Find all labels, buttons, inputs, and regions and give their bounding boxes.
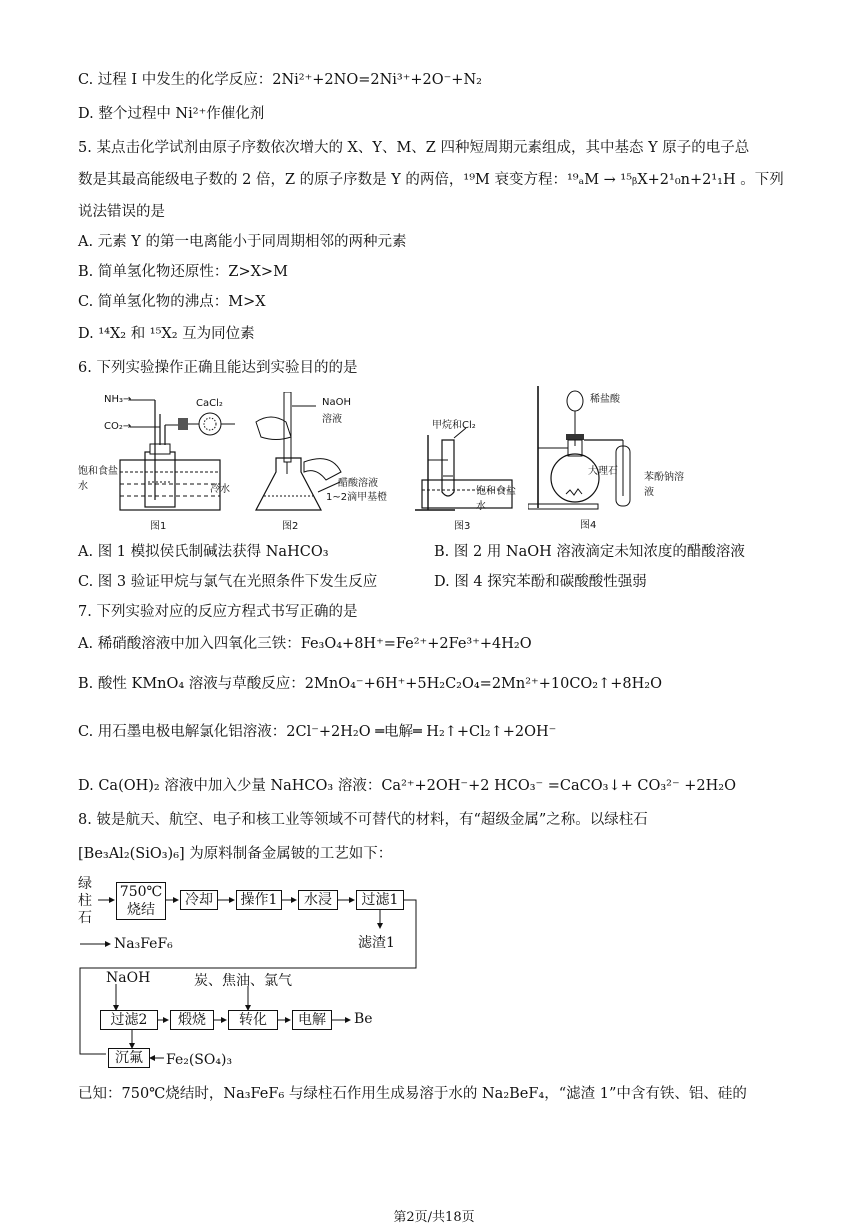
q5-option-b: B. 简单氢化物还原性：Z>X>M: [78, 264, 288, 280]
q7-option-b: B. 酸性 KMnO₄ 溶液与草酸反应：2MnO₄⁻+6H⁺+5H₂C₂O₄=2Mn²⁺+10CO₂↑+8H₂O: [78, 676, 662, 692]
q5-option-a: A. 元素 Y 的第一电离能小于同周期相邻的两种元素: [78, 234, 407, 250]
q6-option-b: B. 图 2 用 NaOH 溶液滴定未知浓度的醋酸溶液: [434, 544, 745, 560]
q5-stem-1: 5. 某点击化学试剂由原子序数依次增大的 X、Y、M、Z 四种短周期元素组成，其中基态 Y 原子的电子总: [78, 140, 750, 156]
fig2-caption: 图2: [282, 521, 299, 532]
q4-option-c: C. 过程 I 中发生的化学反应：2Ni²⁺+2NO=2Ni³⁺+2O⁻+N₂: [78, 72, 482, 88]
q7-option-a: A. 稀硝酸溶液中加入四氧化三铁：Fe₃O₄+8H⁺=Fe²⁺+2Fe³⁺+4H₂O: [78, 636, 532, 652]
fig1-cacl2-label: CaCl₂: [196, 398, 223, 409]
figure-4: [528, 386, 688, 532]
flow-leach-step: 水浸: [298, 890, 338, 910]
fig1-brine-label: 饱和食盐水: [78, 466, 118, 492]
q4-option-d: D. 整个过程中 Ni²⁺作催化剂: [78, 106, 265, 122]
flow-op1-step: 操作1: [236, 890, 282, 910]
q5-stem-3: 说法错误的是: [78, 204, 165, 220]
fig1-caption: 图1: [150, 521, 167, 532]
flow-ore: 绿柱石: [78, 876, 92, 926]
q6-option-a: A. 图 1 模拟侯氏制碱法获得 NaHCO₃: [78, 544, 329, 560]
q6-option-d: D. 图 4 探究苯酚和碳酸酸性强弱: [434, 574, 647, 590]
fig2-naoh-label: NaOH: [322, 397, 351, 408]
q8-stem-1: 8. 铍是航天、航空、电子和核工业等领域不可替代的材料，有“超级金属”之称。以绿柱石: [78, 812, 648, 828]
flow-calcine-step: 煅烧: [170, 1010, 214, 1030]
flow-sinter-step: 750℃烧结: [116, 882, 166, 920]
fig3-gas-label: 甲烷和Cl₂: [432, 420, 476, 431]
figure-1: [78, 390, 250, 532]
flow-fe2so43: Fe₂(SO₄)₃: [166, 1052, 233, 1068]
flow-residue1: 滤渣1: [358, 935, 395, 951]
flow-na3fef6: Na₃FeF₆: [114, 936, 173, 952]
fig4-caption: 图4: [580, 520, 597, 531]
q5-option-d: D. ¹⁴X₂ 和 ¹⁵X₂ 互为同位素: [78, 326, 255, 342]
q7-stem: 7. 下列实验对应的反应方程式书写正确的是: [78, 604, 358, 620]
figure-3: [410, 410, 520, 532]
flow-filter2-step: 过滤2: [100, 1010, 158, 1030]
fig2-solution-label: 溶液: [322, 414, 342, 425]
q8-known-info: 已知：750℃烧结时，Na₃FeF₆ 与绿柱石作用生成易溶于水的 Na₂BeF₄，“滤渣 1”中含有铁、铝、硅的: [78, 1086, 747, 1102]
fig2-acetic-label: 醋酸溶液: [338, 478, 378, 489]
flow-reagents: 炭、焦油、氯气: [194, 973, 292, 989]
q6-stem: 6. 下列实验操作正确且能达到实验目的的是: [78, 360, 358, 376]
page-footer: 第2页/共18页: [393, 1210, 475, 1225]
q8-stem-2: [Be₃Al₂(SiO₃)₆] 为原料制备金属铍的工艺如下：: [78, 846, 393, 862]
q5-option-c: C. 简单氢化物的沸点：M>X: [78, 294, 266, 310]
fig3-caption: 图3: [454, 521, 471, 532]
figure-2: [246, 392, 396, 532]
fig3-brine-label: 饱和食盐水: [476, 486, 516, 512]
beryllium-process-flowchart: [70, 872, 430, 1072]
q6-option-c: C. 图 3 验证甲烷与氯气在光照条件下发生反应: [78, 574, 378, 590]
fig1-nh3-label: NH₃→: [104, 394, 132, 405]
flow-electrolysis-step: 电解: [292, 1010, 332, 1030]
flow-convert-step: 转化: [228, 1010, 278, 1030]
fig4-hcl-label: 稀盐酸: [590, 394, 620, 405]
fig4-phenol-label: 苯酚钠溶液: [644, 472, 684, 498]
fig1-cold-water-label: 冷水: [210, 484, 230, 495]
flow-be-product: Be: [354, 1011, 373, 1027]
flow-defluor-step: 沉氟: [108, 1048, 150, 1068]
fig4-marble-label: 大理石: [588, 466, 618, 477]
flow-naoh: NaOH: [106, 970, 151, 986]
flow-cool-step: 冷却: [180, 890, 218, 910]
q7-option-d: D. Ca(OH)₂ 溶液中加入少量 NaHCO₃ 溶液：Ca²⁺+2OH⁻+2 HCO₃⁻ =CaCO₃↓+ CO₃²⁻ +2H₂O: [78, 778, 736, 794]
flow-filter1-step: 过滤1: [356, 890, 404, 910]
fig2-indicator-label: 1~2滴甲基橙: [326, 492, 388, 503]
q7-option-c: C. 用石墨电极电解氯化铝溶液：2Cl⁻+2H₂O ═电解═ H₂↑+Cl₂↑+2OH⁻: [78, 724, 557, 740]
q5-stem-2: 数是其最高能级电子数的 2 倍，Z 的原子序数是 Y 的两倍，¹⁹M 衰变方程：¹⁹ₐM → ¹⁵ᵦX+2¹₀n+2¹₁H 。下列: [78, 172, 784, 188]
fig1-co2-label: CO₂→: [104, 421, 132, 432]
